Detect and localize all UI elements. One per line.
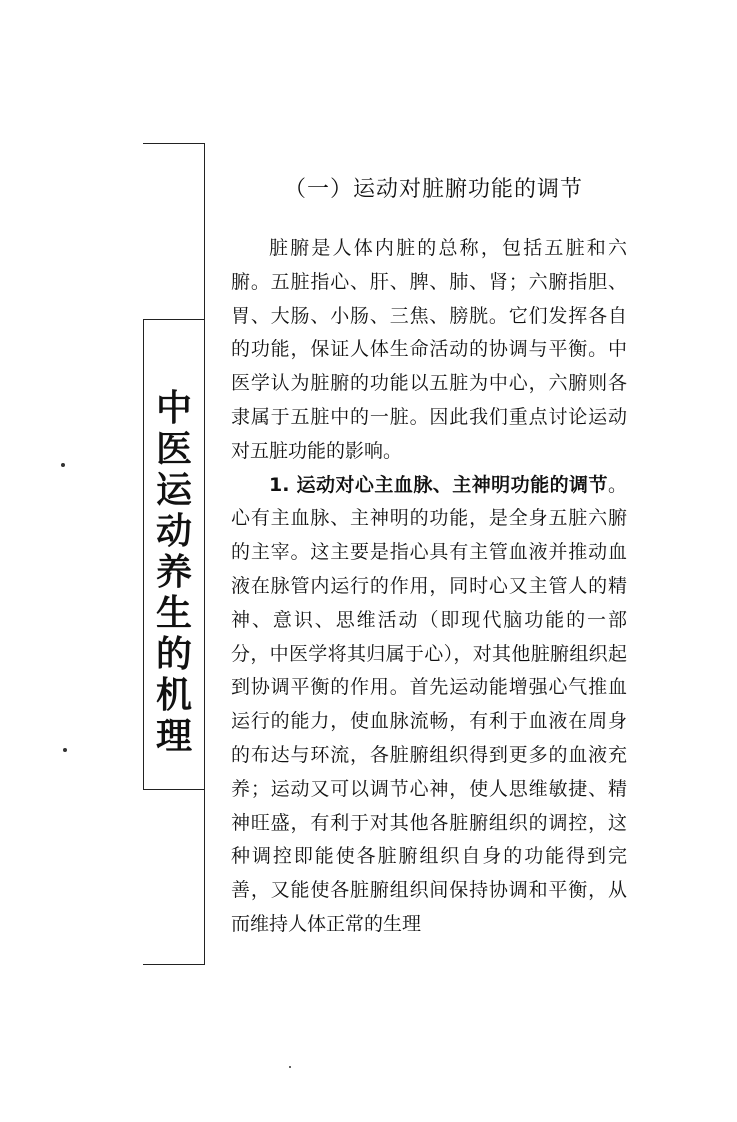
side-title-char: 动	[155, 511, 192, 552]
side-title-char: 中	[155, 388, 192, 429]
section-heading: （一）运动对脏腑功能的调节	[284, 177, 584, 202]
side-tab-divider-bottom	[143, 789, 204, 790]
chapter-side-title	[144, 388, 204, 757]
side-title-char: 机	[155, 675, 192, 716]
paragraph-2	[231, 469, 627, 942]
side-title-char: 理	[155, 716, 192, 757]
side-title-char: 养	[155, 552, 192, 593]
side-tab-divider-top	[143, 319, 204, 320]
side-title-char: 的	[155, 634, 192, 675]
side-title-char: 生	[155, 593, 192, 634]
scan-speck	[289, 1066, 291, 1068]
subheading-bold: 1. 运动对心主血脉、主神明功能的调节	[269, 473, 608, 496]
scan-speck	[61, 463, 65, 467]
side-title-char: 医	[155, 429, 192, 470]
scan-speck	[63, 748, 67, 752]
paragraph-1: 脏腑是人体内脏的总称，包括五脏和六腑。五脏指心、肝、脾、肺、肾；六腑指胆、胃、大肠、小肠、三焦、膀胱。它们发挥各自的功能，保证人体生命活动的协调与平衡。中医学认为脏腑的功能以五脏为中心，六腑则各隶属于五脏中的一脏。因此我们重点讨论运动对五脏功能的影响。	[231, 237, 627, 462]
side-title-char: 运	[155, 470, 192, 511]
paragraph-2-text: 。心有主血脉、主神明的功能，是全身五脏六腑的主宰。这主要是指心具有主管血液并推动血液在脉管内运行的作用，同时心又主管人的精神、意识、思维活动（即现代脑功能的一部分，中医学将其归属于心），对其他脏腑组织起到协调平衡的作用。首先运动能增强心气推血运行的能力，使血脉流畅，有利于血液在周身的布达与环流，各脏腑组织得到更多的血液充养；运动又可以调节心神，使人思维敏捷、精神旺盛，有利于对其他各脏腑组织的调控，这种调控即能使各脏腑组织自身的功能得到完善，又能使各脏腑组织间保持协调和平衡，从而维持人体正常的生理	[231, 473, 627, 935]
body-text	[231, 232, 627, 942]
